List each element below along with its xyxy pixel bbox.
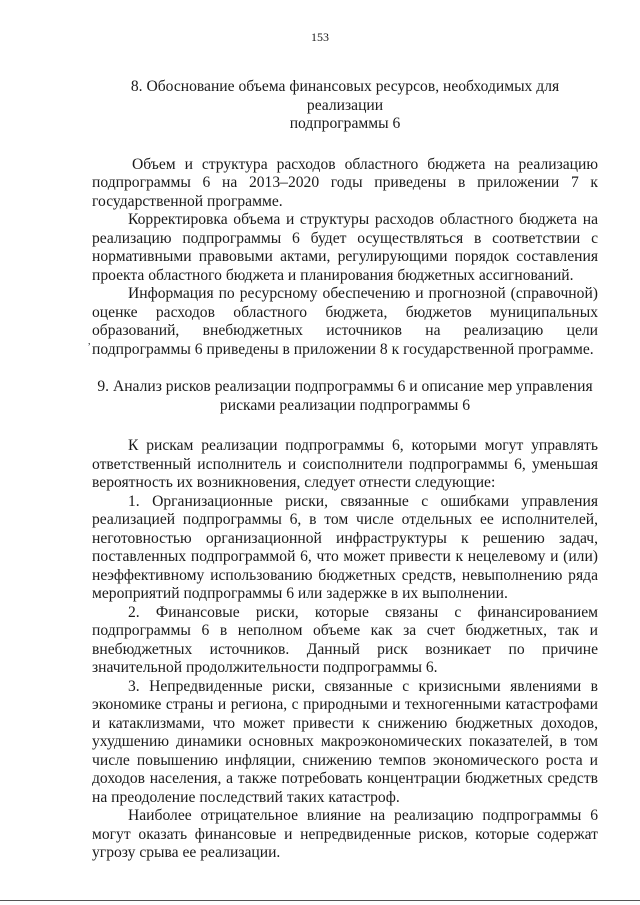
page-bottom-edge xyxy=(0,900,640,901)
section-9-heading xyxy=(92,378,598,415)
paragraph: К рискам реализации подпрограммы 6, которыми могут управлять ответственный исполнитель и соисполнители подпрограммы 6, уменьшая вероятность их возникновения, следует отнести следующие: xyxy=(92,437,598,491)
paragraph: Объем и структура расходов областного бюджета на реализацию подпрограммы 6 на 2013–2020 годы приведены в приложении 7 к государственной программе. xyxy=(92,155,598,210)
margin-mark: , xyxy=(88,336,91,347)
section-8-heading xyxy=(92,78,598,134)
section-9-heading-line2: рисками реализации подпрограммы 6 xyxy=(219,396,471,414)
list-item-risk-2: 2. Финансовые риски, которые связаны с финансированием подпрограммы 6 в неполном объеме как за счет бюджетных, так и внебюджетных источников. Данный риск возникает по причине значительной продолжительности подпрограммы 6. xyxy=(92,603,598,676)
section-8-heading-line1: 8. Обоснование объема финансовых ресурсов, необходимых для реализации xyxy=(130,78,560,114)
document-body xyxy=(92,78,598,863)
paragraph: Наиболее отрицательное влияние на реализацию подпрограммы 6 могут оказать финансовые и непредвиденные рисков, которые содержат угрозу срыва ее реализации. xyxy=(92,807,598,861)
section-9-heading-line1: 9. Анализ рисков реализации подпрограммы 6 и описание мер управления xyxy=(97,378,593,395)
page-number: 153 xyxy=(311,30,329,44)
list-item-risk-3: 3. Непредвиденные риски, связанные с кризисными явлениями в экономике страны и региона, с природными и техногенными катастрофами и катаклизмами, что может привести к снижению бюджетных доходов, ухудшению динамики основных макроэкономических показателей, в том числе повышению инфляции, снижению темпов экономического роста и доходов населения, а также потребовать концентрации бюджетных средств на преодоление последствий таких катастроф. xyxy=(92,677,598,806)
paragraph: Корректировка объема и структуры расходов областного бюджета на реализацию подпрограммы 6 будет осуществляться в соответствии с нормативными правовыми актами, регулирующими порядок составления проекта областного бюджета и планирования бюджетных ассигнований. xyxy=(92,211,598,284)
list-item-risk-1: 1. Организационные риски, связанные с ошибками управления реализацией подпрограммы 6, в том числе отдельных ее исполнителей, неготовностью организационной инфраструктуры к решению задач, поставленных подпрограммой 6, что может привести к нецелевому и (или) неэффективному использованию бюджетных средств, невыполнению ряда мероприятий подпрограммы 6 или задержке в их выполнении. xyxy=(92,492,598,602)
paragraph: Информация по ресурсному обеспечению и прогнозной (справочной) оценке расходов областного бюджета, бюджетов муниципальных образований, внебюджетных источников на реализацию цели подпрограммы 6 приведены в приложении 8 к государственной программе. xyxy=(92,285,598,358)
section-8-heading-line2: подпрограммы 6 xyxy=(289,115,401,132)
